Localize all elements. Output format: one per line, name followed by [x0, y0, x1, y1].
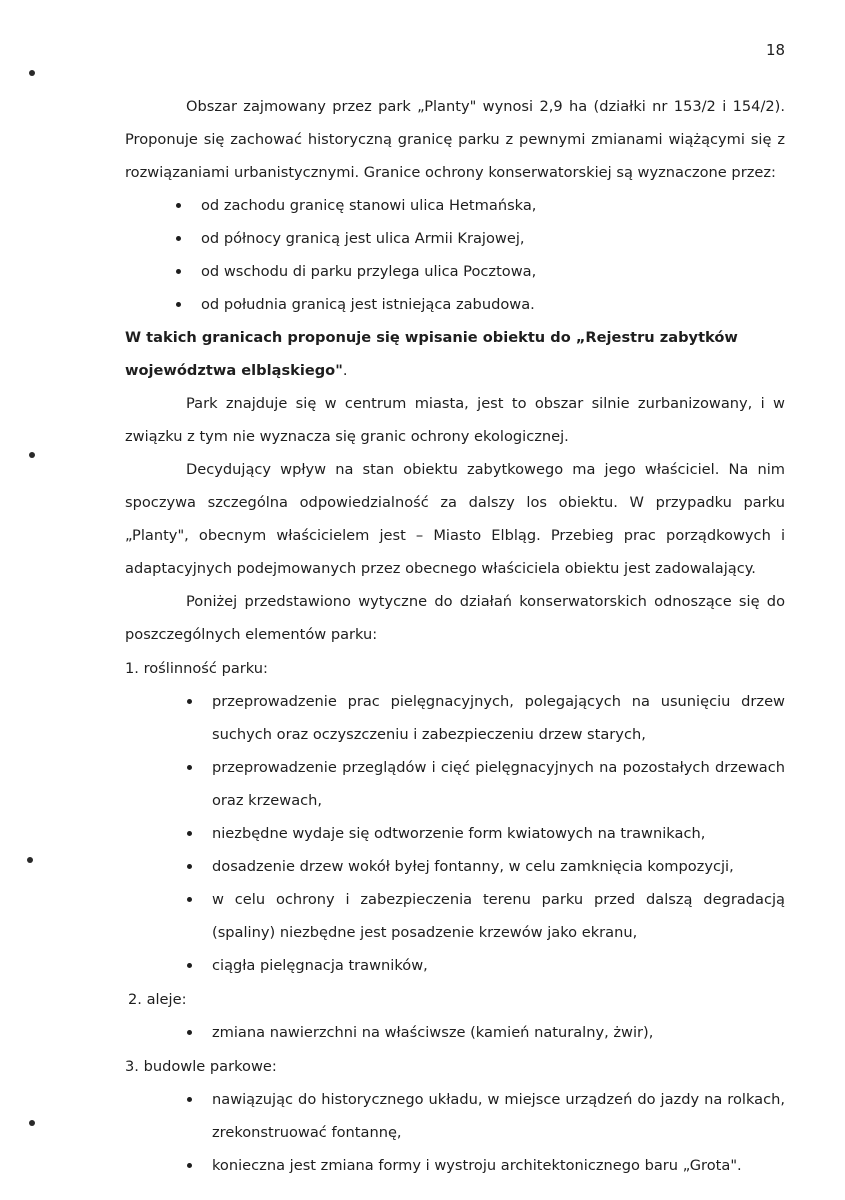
section-title: 2. aleje:	[128, 991, 187, 1008]
section-title: 3. budowle parkowe:	[125, 1058, 277, 1075]
section-list	[185, 1016, 785, 1049]
register-statement: W takich granicach proponuje się wpisanie obiektu do „Rejestru zabytków województwa elbląskiego"	[125, 329, 738, 379]
list-item: konieczna jest zmiana formy i wystroju architektonicznego baru „Grota".	[185, 1149, 785, 1182]
page-number: 18	[766, 41, 786, 59]
list-item: ciągła pielęgnacja trawników,	[185, 949, 785, 982]
section-list	[185, 685, 785, 982]
list-item: od zachodu granicę stanowi ulica Hetmańska,	[174, 189, 785, 222]
section-title: 1. roślinność parku:	[125, 660, 268, 677]
list-item: od południa granicą jest istniejąca zabudowa.	[174, 288, 785, 321]
binder-hole-mark	[27, 857, 33, 863]
binder-hole-mark	[29, 70, 35, 76]
list-item: od wschodu di parku przylega ulica Pocztowa,	[174, 255, 785, 288]
list-item: w celu ochrony i zabezpieczenia terenu parku przed dalszą degradacją (spaliny) niezbędne jest posadzenie krzewów jako ekranu,	[185, 883, 785, 949]
document-body	[125, 90, 785, 1182]
guidelines-intro-paragraph: Poniżej przedstawiono wytyczne do działań konserwatorskich odnoszące się do poszczególnych elementów parku:	[125, 593, 785, 643]
list-item: przeprowadzenie przeglądów i cięć pielęgnacyjnych na pozostałych drzewach oraz krzewach,	[185, 751, 785, 817]
register-period: .	[342, 362, 348, 379]
owner-paragraph: Decydujący wpływ na stan obiektu zabytkowego ma jego właściciel. Na nim spoczywa szczególna odpowiedzialność za dalszy los obiektu. W przypadku parku „Planty", obecnym właścicielem jest – Miasto Elbląg. Przebieg prac porządkowych i adaptacyjnych podejmowanych przez obecnego właściciela obiektu jest zadowalający.	[125, 461, 785, 577]
binder-hole-mark	[29, 1120, 35, 1126]
list-item: nawiązując do historycznego układu, w miejsce urządzeń do jazdy na rolkach, zrekonstruować fontannę,	[185, 1083, 785, 1149]
borders-list	[174, 189, 785, 321]
list-item: zmiana nawierzchni na właściwsze (kamień naturalny, żwir),	[185, 1016, 785, 1049]
ecology-paragraph: Park znajduje się w centrum miasta, jest to obszar silnie zurbanizowany, i w związku z tym nie wyznacza się granic ochrony ekologicznej.	[125, 395, 785, 445]
list-item: dosadzenie drzew wokół byłej fontanny, w celu zamknięcia kompozycji,	[185, 850, 785, 883]
register-paragraph	[125, 321, 785, 387]
list-item: niezbędne wydaje się odtworzenie form kwiatowych na trawnikach,	[185, 817, 785, 850]
list-item: przeprowadzenie prac pielęgnacyjnych, polegających na usunięciu drzew suchych oraz oczyszczeniu i zabezpieczeniu drzew starych,	[185, 685, 785, 751]
binder-hole-mark	[29, 452, 35, 458]
section-list	[185, 1083, 785, 1182]
list-item: od północy granicą jest ulica Armii Krajowej,	[174, 222, 785, 255]
intro-paragraph: Obszar zajmowany przez park „Planty" wynosi 2,9 ha (działki nr 153/2 i 154/2). Proponuje się zachować historyczną granicę parku z pewnymi zmianami wiążącymi się z rozwiązaniami urbanistycznymi. Granice ochrony konserwatorskiej są wyznaczone przez:	[125, 98, 785, 181]
